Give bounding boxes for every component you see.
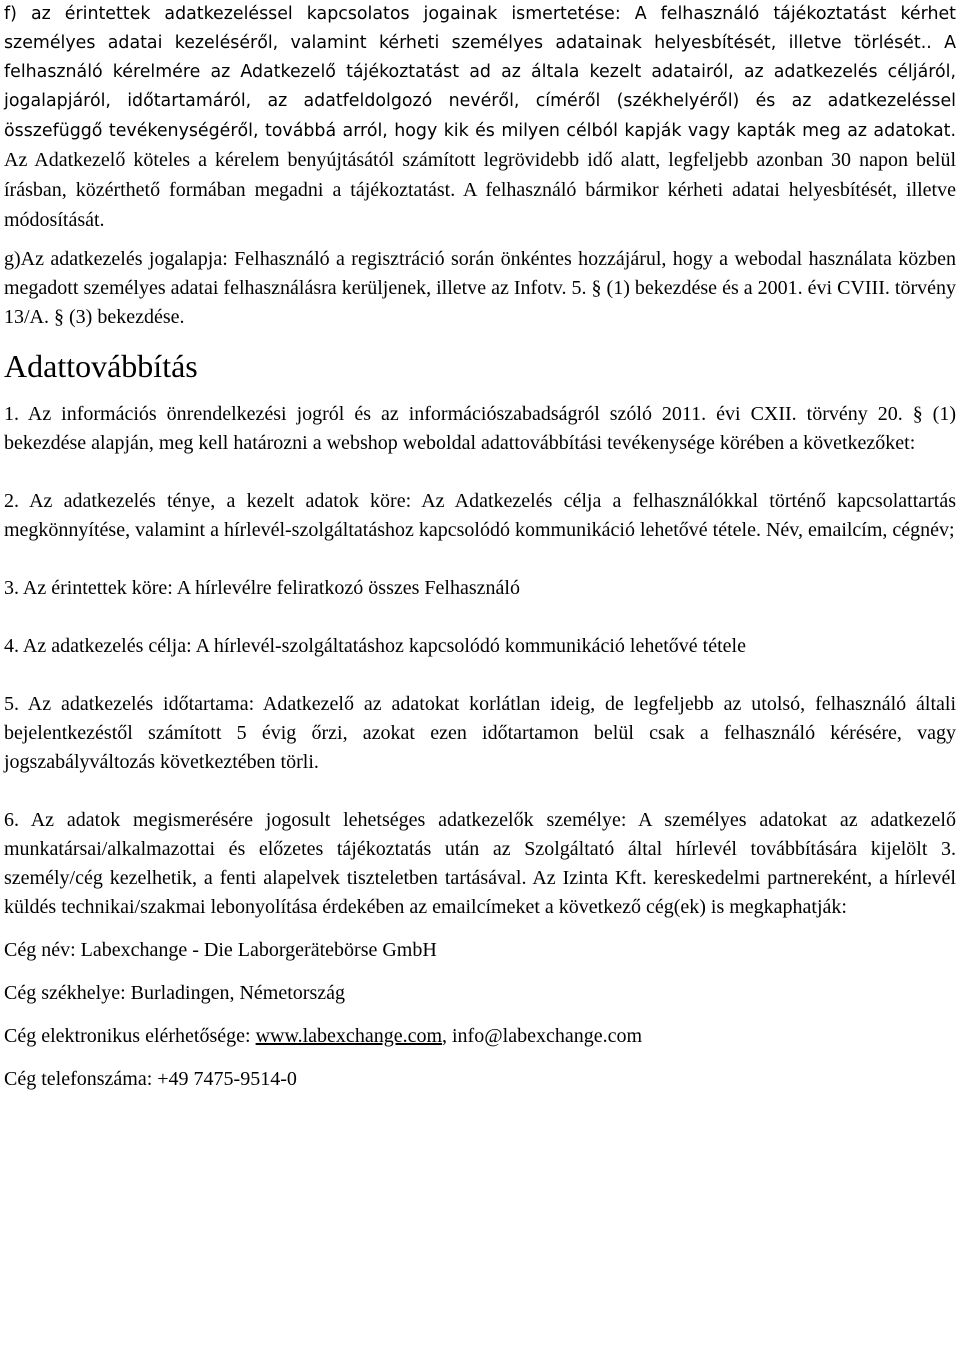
list-item-2: 2. Az adatkezelés ténye, a kezelt adatok köre: Az Adatkezelés célja a felhasználókkal történő kapcsolattartás megkönnyítése, valamint a hírlevél-szolgáltatáshoz kapcsolódó kommunikáció lehetővé tétele. Név, emailcím, cégnév; (4, 490, 956, 541)
list-item-6: 6. Az adatok megismerésére jogosult lehetséges adatkezelők személye: A személyes adatokat az adatkezelő munkatársai/alkalmazottai és előzetes tájékoztatás után az Szolgáltató által hírlevél továbbítására kijelölt 3. személy/cég kezelhetik, a fenti alapelvek tiszteletben tartásával. Az Izinta Kft. kereskedelmi partnereként, a hírlevél küldés technikai/szakmai lebonyolítása érdekében az emailcímeket a következő cég(ek) is megkaphatják: (4, 809, 956, 918)
company-email: , info@labexchange.com (442, 1025, 643, 1047)
list-item-3: 3. Az érintettek köre: A hírlevélre feliratkozó összes Felhasználó (4, 577, 520, 599)
section-f-text-1: f) az érintettek adatkezeléssel kapcsolatos jogainak ismertetése: A felhasználó tájékoztatást kérhet személyes adatai kezeléséről, valamint kérheti személyes adatainak helyesbítését, illetve törlését.. A felhasználó kérelmére az Adatkezelő tájékoztatást ad az általa kezelt adatairól, az adatkezelés céljáról, jogalapjáról, időtartamáról, az adatfeldolgozó nevéről, címéről (székhelyéről) és az adatkezeléssel összefüggő tevékenységéről, továbbá arról, hogy kik és milyen célból kapják vagy kapták meg az adatokat. (4, 4, 956, 141)
company-contact-label: Cég elektronikus elérhetősége: (4, 1025, 256, 1047)
company-phone: Cég telefonszáma: +49 7475-9514-0 (4, 1068, 297, 1090)
list-item-5: 5. Az adatkezelés időtartama: Adatkezelő az adatokat korlátlan ideig, de legfeljebb az utolsó, felhasználó általi bejelentkezéstől számított 5 évig őrzi, azokat ezen időtartamon belül csak a felhasználó kérésére, vagy jogszabályváltozás következtében törli. (4, 693, 956, 773)
section-heading: Adattovábbítás (4, 348, 198, 384)
company-name: Cég név: Labexchange - Die Laborgerätebörse GmbH (4, 939, 437, 961)
company-seat: Cég székhelye: Burladingen, Németország (4, 982, 345, 1004)
section-f-paragraph (4, 0, 956, 236)
section-g-paragraph: g)Az adatkezelés jogalapja: Felhasználó a regisztráció során önkéntes hozzájárul, hogy a webodal használata közben megadott személyes adatai felhasználásra kerüljenek, illetve az Infotv. 5. § (1) bekezdése és a 2001. évi CVIII. törvény 13/A. § (3) bekezdése. (4, 248, 956, 328)
section-f-text-2: Az Adatkezelő köteles a kérelem benyújtásától számított legrövidebb idő alatt, legfeljebb azonban 30 napon belül írásban, közérthető formában megadni a tájékoztatást. A felhasználó bármikor kérheti adatai helyesbítését, illetve módosítását. (4, 149, 956, 231)
list-item-4: 4. Az adatkezelés célja: A hírlevél-szolgáltatáshoz kapcsolódó kommunikáció lehetővé tétele (4, 635, 746, 657)
company-website-link[interactable]: www.labexchange.com (255, 1025, 442, 1047)
company-contact (4, 1022, 956, 1051)
list-item-1: 1. Az információs önrendelkezési jogról és az információszabadságról szóló 2011. évi CXII. törvény 20. § (1) bekezdése alapján, meg kell határozni a webshop weboldal adattovábbítási tevékenysége körében a következőket: (4, 403, 956, 454)
